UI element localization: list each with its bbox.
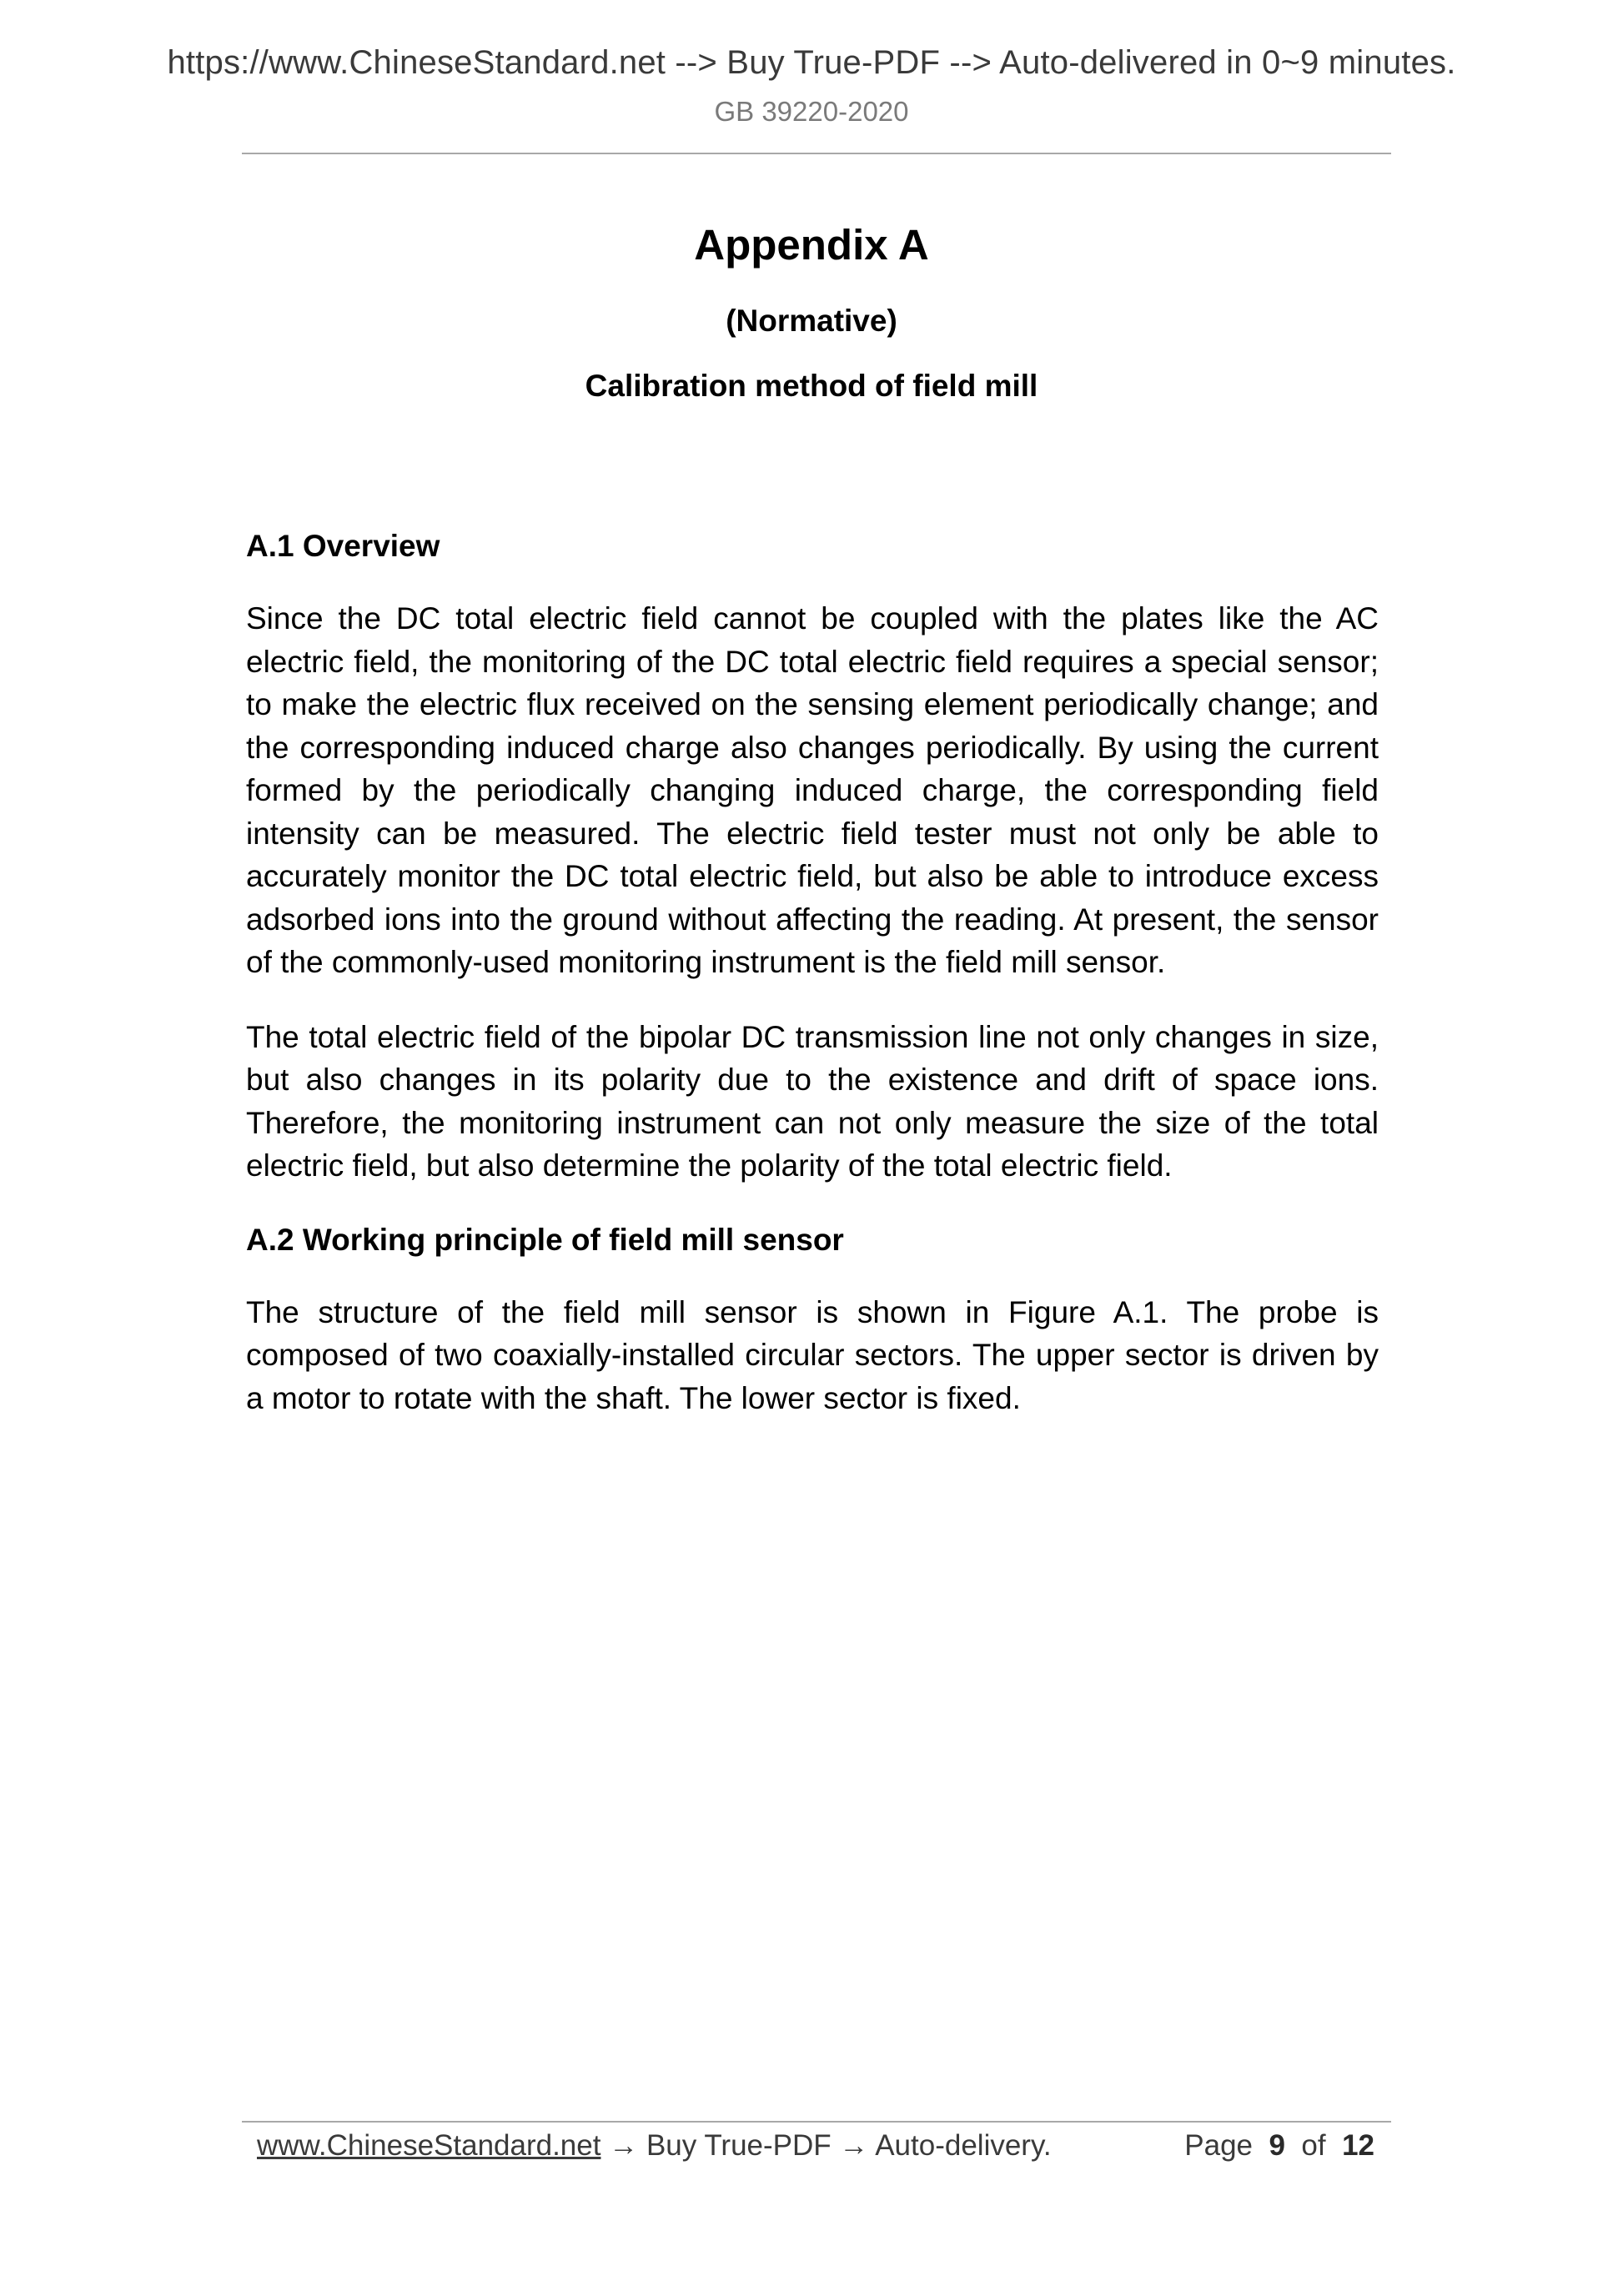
appendix-normative-label: (Normative) [726,304,897,338]
appendix-caption: Calibration method of field mill [585,369,1038,403]
standard-code: GB 39220-2020 [714,96,909,127]
footer-buy-text: Buy True-PDF [646,2129,832,2162]
paragraph: Since the DC total electric field cannot be coupled with the plates like the AC electric field, the monitoring of the DC total electric field requires a special sensor; to make the electric flux received on the sensing element periodically change; and the corresponding induced charge also changes periodically. By using the current formed by the periodically changing induced charge, the corresponding field intensity can be measured. The electric field tester must not only be able to accurately monitor the DC total electric field, but also be able to introduce excess adsorbed ions into the ground without affecting the reading. At present, the sensor of the commonly-used monitoring instrument is the field mill sensor. [246,601,1379,979]
footer-divider [242,2121,1391,2123]
arrow-right-icon: → [609,2129,639,2162]
appendix-title: Appendix A [694,221,929,269]
section-working-principle [246,1219,1379,1420]
header-divider [242,153,1391,154]
section-heading: A.1 Overview [246,529,440,563]
footer-delivery-text: Auto-delivery. [875,2129,1052,2162]
paragraph: The structure of the field mill sensor is shown in Figure A.1. The probe is composed of two coaxially-installed circular sectors. The upper sector is driven by a motor to rotate with the shaft. The lower sector is fixed. [246,1294,1379,1415]
footer-site-link[interactable]: www.ChineseStandard.net [257,2129,601,2162]
arrow-right-icon: → [839,2129,869,2162]
total-pages: 12 [1342,2129,1374,2162]
footer-promo [257,2125,1052,2167]
page-footer [257,2125,1374,2167]
document-body [246,525,1379,1451]
section-overview [246,525,1379,1188]
page-label: Page [1184,2129,1254,2162]
paragraph: The total electric field of the bipolar DC transmission line not only changes in size, but also changes in its polarity due to the existence and drift of space ions. Therefore, the monitoring instrument can not only measure the size of the total electric field, but also determine the polarity of the total electric field. [246,1019,1379,1183]
of-label: of [1301,2129,1326,2162]
page-number: 9 [1269,2129,1285,2162]
section-heading: A.2 Working principle of field mill sensor [246,1222,844,1257]
page-indicator [1184,2125,1374,2167]
top-link[interactable]: https://www.ChineseStandard.net --> Buy True-PDF --> Auto-delivered in 0~9 minutes. [167,44,1456,81]
